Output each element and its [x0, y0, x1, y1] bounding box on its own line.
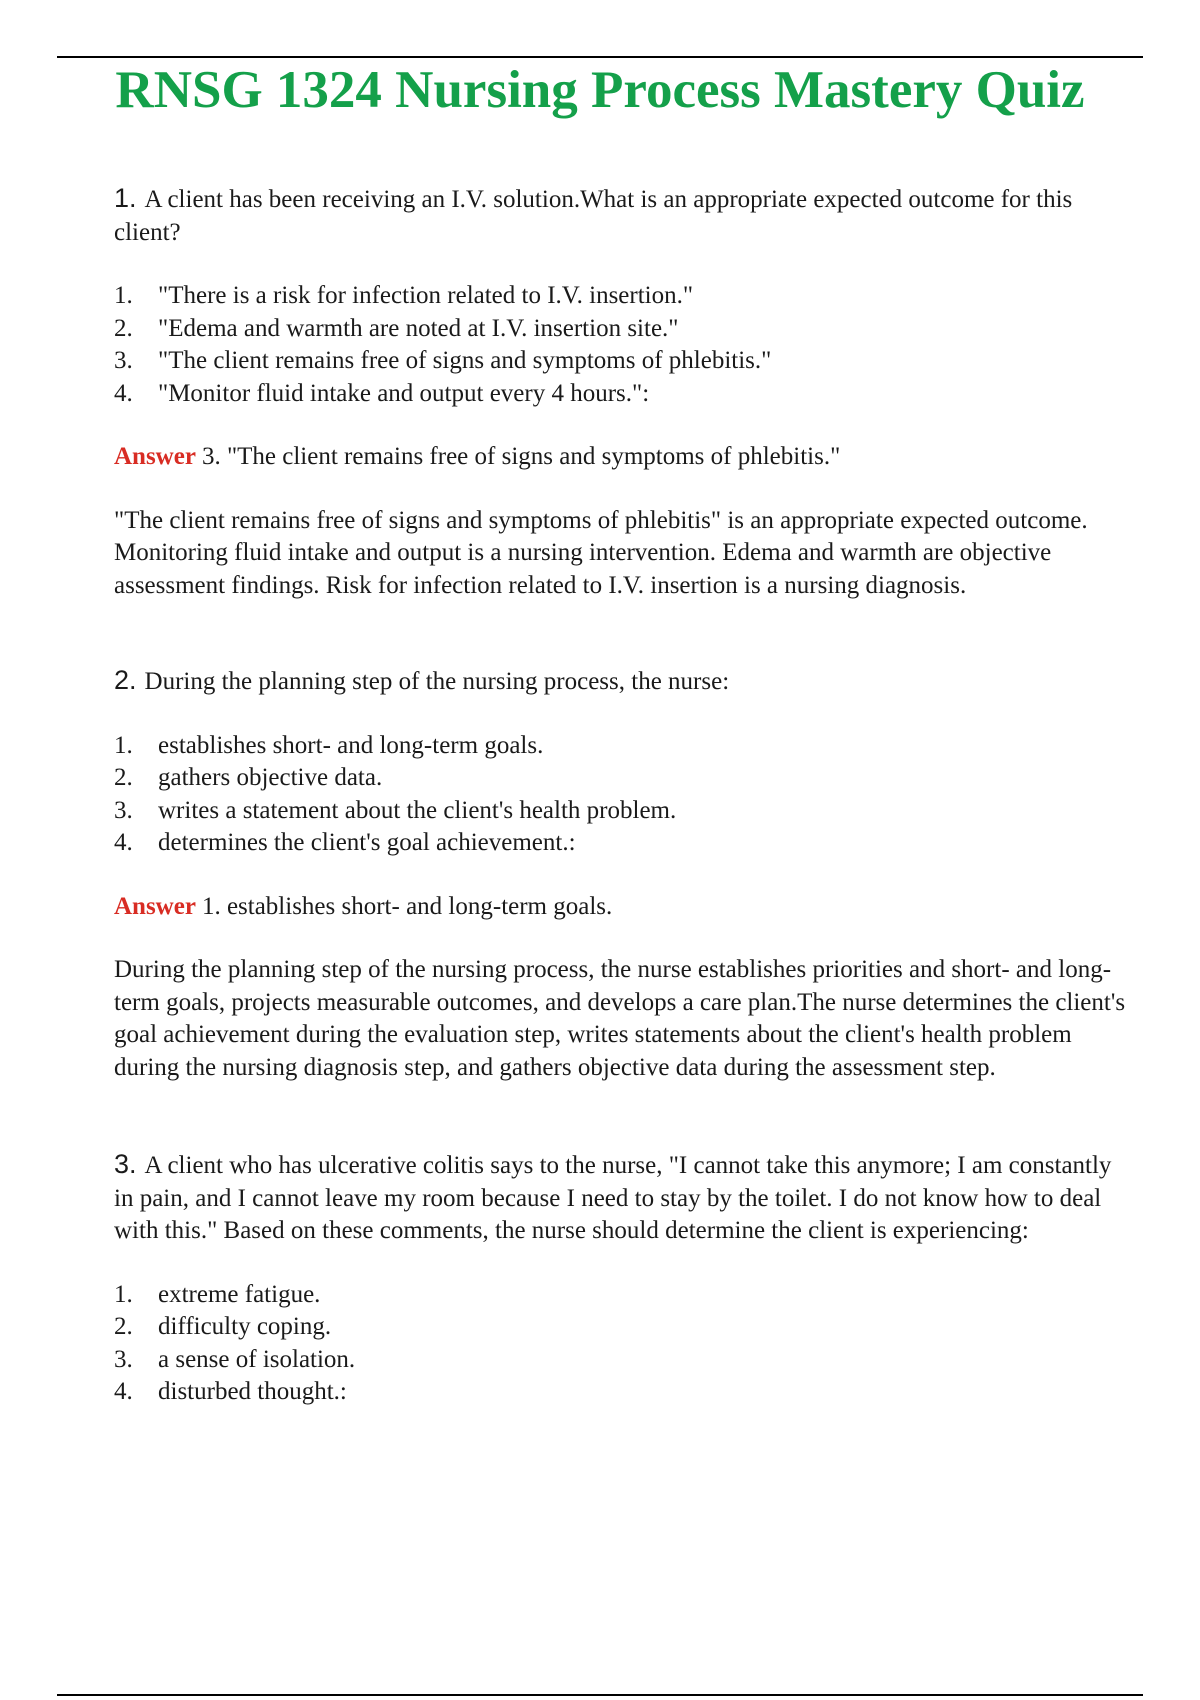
options-list: [114, 280, 1134, 410]
option-number: 1.: [114, 1280, 133, 1308]
option-item: [114, 1279, 1134, 1312]
answer-line: [114, 441, 1134, 474]
question-number: 2.: [114, 665, 137, 695]
option-item: [114, 378, 1134, 411]
option-text: determines the client's goal achievement.:: [158, 829, 576, 856]
question-block-3: [114, 1148, 1134, 1409]
answer-text: 1. establishes short- and long-term goals.: [201, 892, 613, 920]
page-title: RNSG 1324 Nursing Process Mastery Quiz: [115, 61, 1085, 119]
question-text: During the planning step of the nursing process, the nurse:: [144, 668, 730, 695]
option-number: 4.: [114, 829, 133, 856]
option-item: [114, 280, 1134, 313]
options-list: [114, 1279, 1134, 1409]
answer-line: [114, 891, 1134, 924]
option-text: "The client remains free of signs and symptoms of phlebitis.": [158, 347, 772, 374]
question-block-2: [114, 664, 1134, 1084]
bottom-rule: [57, 1694, 1143, 1696]
option-number: 1.: [114, 282, 133, 309]
option-item: [114, 730, 1134, 763]
option-text: disturbed thought.:: [158, 1378, 347, 1405]
explanation: "The client remains free of signs and symptoms of phlebitis" is an appropriate expected outcome. Monitoring fluid intake and output is a nursing intervention. Edema and warmth are objective assessment findings. Risk for infection related to I.V. insertion is a nursing diagnosis.: [114, 506, 1088, 599]
options-list: [114, 730, 1134, 860]
answer-label: Answer: [114, 443, 196, 470]
question-2: [114, 664, 1134, 699]
option-number: 3.: [114, 796, 133, 824]
question-1: [114, 182, 1134, 249]
option-item: [114, 762, 1134, 795]
option-number: 1.: [114, 731, 133, 759]
option-item: [114, 313, 1134, 346]
option-text: difficulty coping.: [158, 1313, 332, 1340]
answer-text: 3. "The client remains free of signs and symptoms of phlebitis.": [201, 443, 841, 470]
option-item: [114, 827, 1134, 860]
option-text: gathers objective data.: [158, 764, 383, 791]
option-item: [114, 1344, 1134, 1377]
option-text: establishes short- and long-term goals.: [158, 731, 544, 759]
answer-label: Answer: [114, 892, 196, 920]
question-number: 1.: [114, 183, 137, 213]
option-item: [114, 795, 1134, 828]
explanation: During the planning step of the nursing process, the nurse establishes priorities and short- and long-term goals, projects measurable outcomes, and develops a care plan.The nurse determines the client's goal achievement during the evaluation step, writes statements about the client's health problem during the nursing diagnosis step, and gathers objective data during the assessment step.: [114, 956, 1126, 1081]
question-block-1: [114, 182, 1134, 602]
option-text: a sense of isolation.: [158, 1345, 356, 1373]
quiz-content: [114, 182, 1134, 1409]
option-number: 2.: [114, 1313, 133, 1340]
question-number: 3.: [114, 1149, 137, 1179]
option-number: 2.: [114, 764, 133, 791]
question-text: A client who has ulcerative colitis says to the nurse, "I cannot take this anymore; I am constantly in pain, and I cannot leave my room because I need to stay by the toilet. I do not know how to deal with this." Based on these comments, the nurse should determine the client is experiencing:: [114, 1152, 1112, 1244]
option-text: "Edema and warmth are noted at I.V. insertion site.": [158, 314, 679, 342]
question-text: A client has been receiving an I.V. solution.What is an appropriate expected outcome for this client?: [114, 186, 1073, 246]
option-number: 2.: [114, 314, 133, 342]
question-3: [114, 1148, 1134, 1248]
option-number: 4.: [114, 379, 133, 407]
option-item: [114, 345, 1134, 378]
option-number: 3.: [114, 347, 133, 374]
option-number: 4.: [114, 1378, 133, 1405]
option-text: extreme fatigue.: [158, 1280, 321, 1308]
option-text: "Monitor fluid intake and output every 4 hours.":: [158, 379, 650, 407]
option-item: [114, 1311, 1134, 1344]
option-text: "There is a risk for infection related to I.V. insertion.": [158, 282, 694, 309]
option-item: [114, 1376, 1134, 1409]
option-text: writes a statement about the client's health problem.: [158, 796, 677, 824]
option-number: 3.: [114, 1345, 133, 1373]
